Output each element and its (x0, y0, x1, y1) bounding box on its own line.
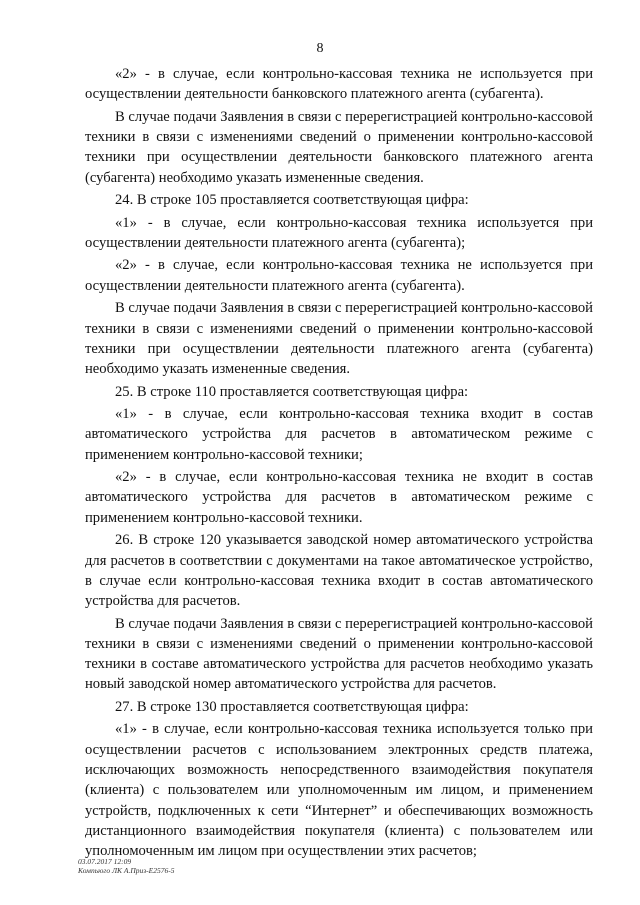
paragraph: «2» - в случае, если контрольно-кассовая техника не входит в состав автоматического устройства для расчетов в автоматическом режиме с применением контрольно-кассовой техники. (85, 469, 593, 526)
document-body (85, 64, 593, 864)
paragraph: В случае подачи Заявления в связи с перерегистрацией контрольно-кассовой техники в связи с изменениями сведений о применении контрольно-кассовой техники при осуществлении деятельности банковского платежного агента (субагента) необходимо указать измененные сведения. (85, 108, 593, 186)
paragraph: 24. В строке 105 проставляется соответствующая цифра: (115, 192, 469, 209)
paragraph: В случае подачи Заявления в связи с перерегистрацией контрольно-кассовой техники в связи с изменениями сведений о применении контрольно-кассовой техники при осуществлении деятельности платежного агента (субагента) необходимо указать измененные сведения. (85, 300, 593, 378)
paragraph: В случае подачи Заявления в связи с перерегистрацией контрольно-кассовой техники в связи с изменениями сведений о применении контрольно-кассовой техники в составе автоматического устройства для расчетов необходимо указать новый заводской номер автоматического устройства для расчетов. (85, 615, 593, 693)
paragraph: 27. В строке 130 проставляется соответствующая цифра: (115, 698, 469, 715)
paragraph: «1» - в случае, если контрольно-кассовая техника входит в состав автоматического устройства для расчетов в автоматическом режиме с применением контрольно-кассовой техники; (85, 406, 593, 463)
footer-timestamp: 03.07.2017 12:09 (78, 857, 132, 866)
paragraph: «1» - в случае, если контрольно-кассовая техника используется при осуществлении деятельности платежного агента (субагента); (85, 214, 593, 251)
paragraph: «2» - в случае, если контрольно-кассовая техника не используется при осуществлении деятельности платежного агента (субагента). (85, 257, 593, 294)
paragraph: 26. В строке 120 указывается заводской номер автоматического устройства для расчетов в соответствии с документами на такое автоматическое устройство, в случае если контрольно-кассовая техника входит в состав автоматического устройства для расчетов. (85, 532, 593, 610)
paragraph: «1» - в случае, если контрольно-кассовая техника используется только при осуществлении расчетов с использованием электронных средств платежа, исключающих возможность непосредственного взаимодействия покупателя (клиента) с пользователем или уполномоченным им лицом, и применением устройств, подключенных к сети “Интернет” и обеспечивающих возможность дистанционного взаимодействия покупателя (клиента) с пользователем или уполномоченным им лицом при осуществлении этих расчетов; (85, 721, 593, 860)
page-number: 8 (316, 41, 324, 56)
footer-stamp (78, 857, 175, 875)
footer-file-id: Компьюго ЛК А.Приз-Е2576-5 (78, 866, 175, 875)
paragraph: 25. В строке 110 проставляется соответствующая цифра: (115, 383, 469, 400)
paragraph: «2» - в случае, если контрольно-кассовая техника не используется при осуществлении деятельности банковского платежного агента (субагента). (85, 66, 593, 103)
